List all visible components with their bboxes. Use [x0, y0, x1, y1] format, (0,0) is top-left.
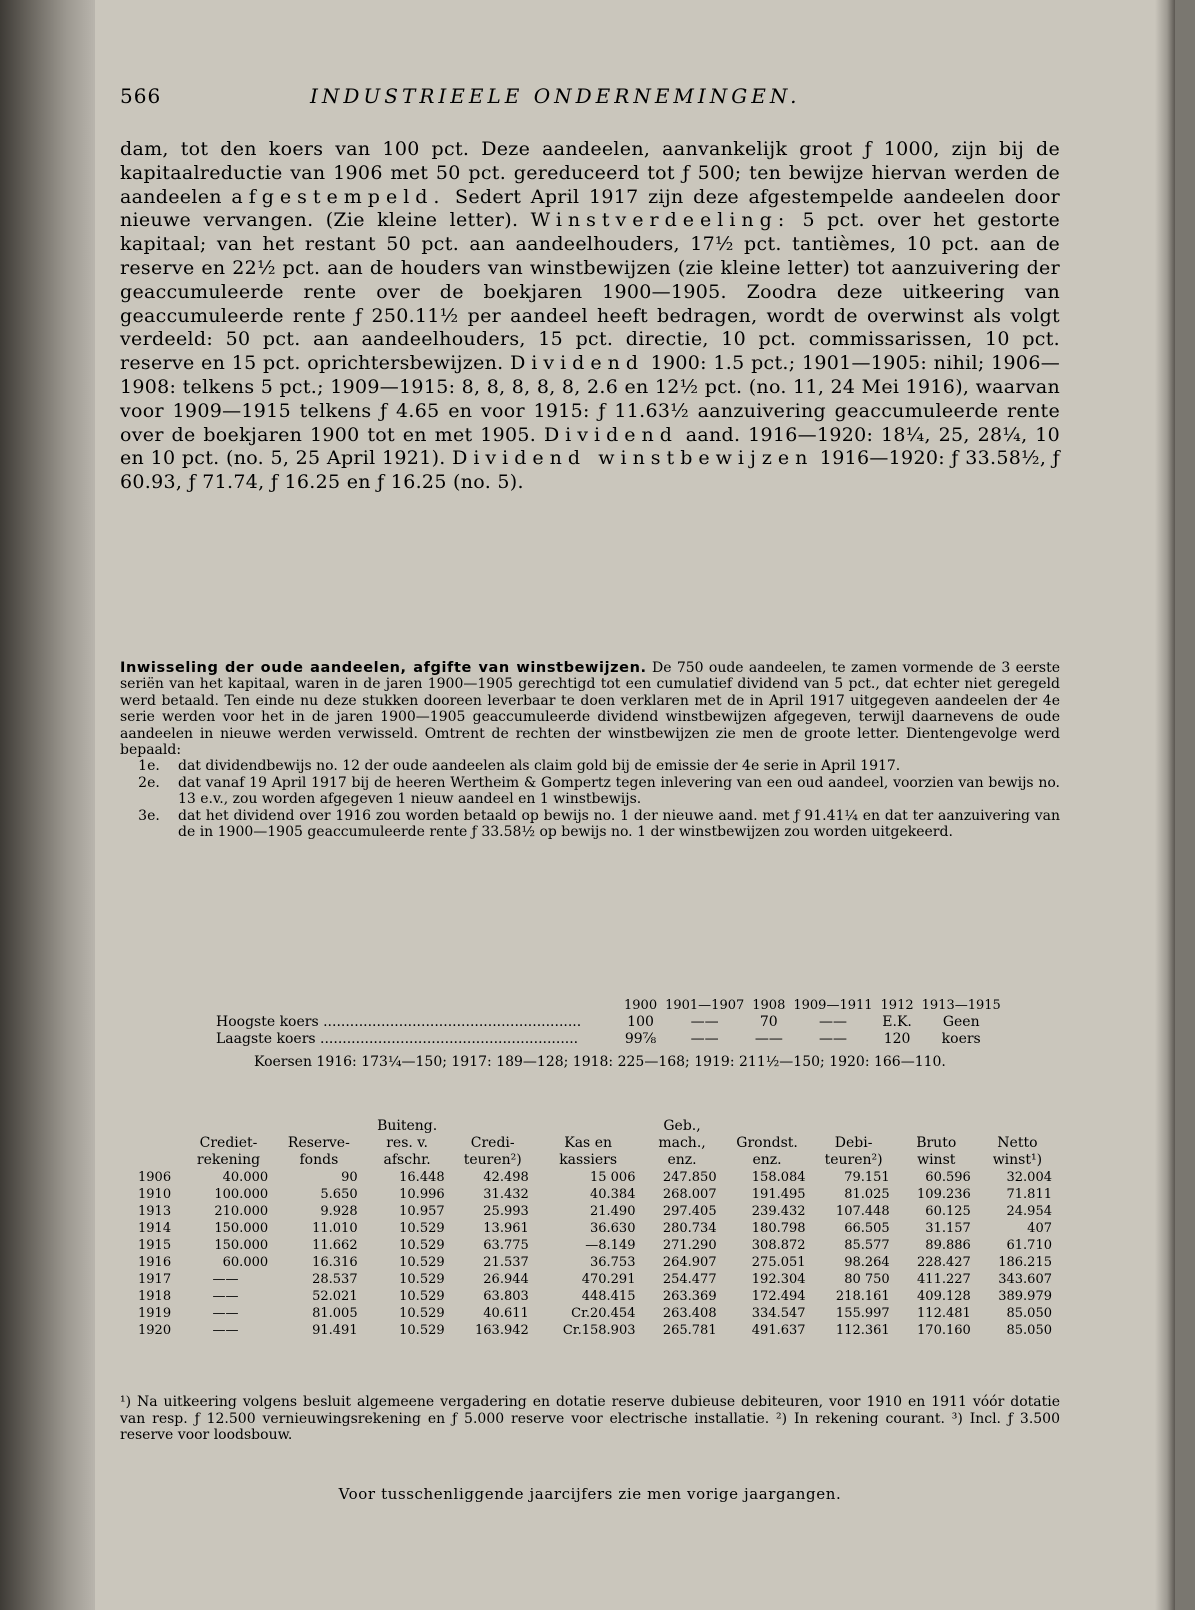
- financial-cell: 112.361: [835, 1323, 890, 1338]
- financial-cell: 343.607: [998, 1272, 1052, 1287]
- financial-year: 1917: [138, 1272, 172, 1287]
- financial-cell: 247.850: [662, 1170, 717, 1185]
- financial-column-header: Bruto winst: [916, 1135, 957, 1168]
- price-cell: 120: [883, 1031, 911, 1047]
- price-cell: 100: [627, 1014, 654, 1030]
- financial-cell: ——: [212, 1272, 239, 1287]
- financial-cell: Cr.158.903: [562, 1323, 636, 1338]
- financial-cell: 186.215: [998, 1255, 1052, 1270]
- financial-cell: 71.811: [1006, 1187, 1052, 1202]
- enum-item: [120, 775, 1060, 808]
- financial-cell: ——: [212, 1323, 239, 1338]
- financial-cell: 36.630: [589, 1221, 636, 1236]
- financial-cell: 61.710: [1006, 1238, 1052, 1253]
- financial-cell: 308.872: [751, 1238, 806, 1253]
- financial-cell: 180.798: [751, 1221, 806, 1236]
- price-column-header: 1913—1915: [921, 998, 1001, 1013]
- financial-cell: 10.529: [399, 1289, 445, 1304]
- financial-year: 1919: [138, 1306, 172, 1321]
- financial-table-section: [120, 1118, 1060, 1339]
- financial-cell: 91.491: [312, 1323, 358, 1338]
- price-cell: 70: [759, 1014, 778, 1030]
- financial-cell: 81.025: [844, 1187, 890, 1202]
- price-note: Koersen 1916: 173¼—150; 1917: 189—128; 1918: 225—168; 1919: 211½—150; 1920: 166—110.: [254, 1054, 946, 1070]
- paragraph-run: 1916—1920: ƒ 33.58½, ƒ 60.93, ƒ 71.74, ƒ 16.25 en ƒ 16.25 (no. 5).: [120, 447, 1060, 494]
- financial-cell: 10.529: [399, 1323, 445, 1338]
- financial-cell: 172.494: [751, 1289, 806, 1304]
- financial-table: [138, 1118, 1058, 1339]
- financial-cell: 28.537: [312, 1272, 358, 1287]
- financial-cell: 85.050: [1006, 1323, 1052, 1338]
- financial-cell: 100.000: [214, 1187, 269, 1202]
- financial-cell: 98.264: [844, 1255, 890, 1270]
- price-cell: ——: [818, 1014, 847, 1030]
- financial-cell: 264.907: [662, 1255, 717, 1270]
- financial-cell: 60.000: [222, 1255, 269, 1270]
- price-cell: E.K.: [882, 1014, 912, 1030]
- financial-cell: 155.997: [835, 1306, 890, 1321]
- financial-cell: 10.996: [399, 1187, 445, 1202]
- financial-cell: —8.149: [585, 1238, 636, 1253]
- main-paragraph-text: [120, 138, 1060, 495]
- financial-cell: 228.427: [917, 1255, 971, 1270]
- financial-cell: 210.000: [214, 1204, 269, 1219]
- price-cell: ——: [818, 1031, 847, 1047]
- page-edge: [1155, 0, 1175, 1610]
- financial-row: [138, 1203, 1058, 1220]
- financial-cell: 63.803: [483, 1289, 529, 1304]
- financial-cell: 11.010: [312, 1221, 358, 1236]
- financial-year: 1914: [138, 1221, 172, 1236]
- book-spine: [0, 0, 95, 1610]
- financial-cell: 25.993: [483, 1204, 529, 1219]
- financial-column-header: Debi- teuren²): [824, 1135, 883, 1168]
- financial-cell: 10.957: [399, 1204, 445, 1219]
- price-table-section: [120, 997, 1060, 1071]
- financial-cell: 31.157: [925, 1221, 971, 1236]
- financial-cell: 409.128: [917, 1289, 971, 1304]
- financial-cell: 80 750: [844, 1272, 890, 1287]
- financial-cell: 15 006: [589, 1170, 636, 1185]
- financial-cell: 158.084: [751, 1170, 806, 1185]
- price-cell: koers: [941, 1031, 981, 1047]
- price-cell: ——: [754, 1031, 783, 1047]
- financial-cell: 66.505: [844, 1221, 890, 1236]
- financial-cell: 81.005: [312, 1306, 358, 1321]
- enumerated-list: [120, 758, 1060, 840]
- footnotes: [120, 1394, 1060, 1444]
- price-column-header: 1912: [880, 998, 914, 1013]
- financial-column-header: Geb., mach., enz.: [658, 1118, 706, 1168]
- financial-column-header: Buiteng. res. v. afschr.: [377, 1118, 438, 1168]
- financial-cell: 254.477: [662, 1272, 717, 1287]
- page-header: [120, 84, 1060, 114]
- financial-column-header: Netto winst¹): [992, 1135, 1043, 1168]
- financial-row: [138, 1169, 1058, 1186]
- financial-cell: 191.495: [751, 1187, 806, 1202]
- closing-note: Voor tusschenliggende jaarcijfers zie men vorige jaargangen.: [338, 1485, 842, 1503]
- financial-cell: 150.000: [214, 1238, 269, 1253]
- spaced-keyword: Dividend: [510, 352, 644, 375]
- spaced-keyword: Dividend winstbewijzen: [452, 447, 814, 470]
- financial-cell: 407: [1027, 1221, 1052, 1236]
- paragraph-run: Sedert April 1917 zijn deze afgestempelde aandeelen door nieuwe vervangen. (Zie kleine letter).: [120, 185, 1060, 232]
- page-number: 566: [120, 84, 162, 108]
- price-cell: ——: [690, 1031, 719, 1047]
- financial-cell: 10.529: [399, 1238, 445, 1253]
- running-title: INDUSTRIEELE ONDERNEMINGEN.: [310, 84, 801, 108]
- financial-column-header: Kas en kassiers: [559, 1135, 618, 1168]
- financial-year: 1913: [138, 1204, 172, 1219]
- financial-cell: 218.161: [835, 1289, 890, 1304]
- financial-column-header: Reserve- fonds: [287, 1135, 350, 1168]
- section-heading: Inwisseling der oude aandeelen, afgifte van winstbewijzen.: [120, 660, 647, 676]
- financial-cell: 448.415: [581, 1289, 636, 1304]
- financial-cell: 89.886: [925, 1238, 971, 1253]
- price-row-label: Laagste koers ..........................................................: [216, 1031, 579, 1047]
- enum-text: dat het dividend over 1916 zou worden betaald op bewijs no. 1 der nieuwe aand. met ƒ 91.41¼ en dat ter aanzuivering van de in 1900—1905 geaccumuleerde rente ƒ 33.58½ op bewijs no. 1 der winstbewijzen zou worden uitgekeerd.: [178, 807, 1060, 841]
- financial-cell: 42.498: [483, 1170, 529, 1185]
- small-print-section: [120, 660, 1060, 840]
- price-column-header: 1909—1911: [793, 998, 873, 1013]
- enum-item: [120, 758, 1060, 774]
- enum-text: dat vanaf 19 April 1917 bij de heeren Wertheim & Gompertz tegen inlevering van een oud aandeel, voorzien van bewijs no. 13 e.v., zou worden afgegeven 1 nieuw aandeel en 1 winstbewijs.: [178, 774, 1060, 808]
- main-paragraph: [120, 138, 1060, 495]
- financial-row: [138, 1288, 1058, 1305]
- financial-cell: 10.529: [399, 1255, 445, 1270]
- financial-column-header: Grondst. enz.: [736, 1135, 798, 1168]
- financial-cell: ——: [212, 1289, 239, 1304]
- financial-cell: ——: [212, 1306, 239, 1321]
- price-row-label: Hoogste koers ..........................................................: [216, 1014, 582, 1030]
- financial-row: [138, 1305, 1058, 1322]
- financial-cell: 21.537: [483, 1255, 529, 1270]
- financial-column-header: Crediet- rekening: [196, 1135, 261, 1168]
- price-table: [120, 997, 1005, 1048]
- section-intro: De 750 oude aandeelen, te zamen vormende de 3 eerste seriën van het kapitaal, waren in de jaren 1900—1905 gerechtigd tot een cumulatief dividend van 5 pct., dat echter niet geregeld werd betaald. Ten einde nu deze stukken dooreen leverbaar te doen verklaren met de in April 1917 uitgegeven aandeelen der 4e serie werden voor het in de jaren 1900—1905 geaccumuleerde dividend winstbewijzen afgegeven, terwijl daarnevens de oude aandeelen in nieuwe werden verwisseld. Omtrent de rechten der winstbewijzen zie men de groote letter. Dientengevolge werd bepaald:: [120, 660, 1060, 759]
- financial-row: [138, 1237, 1058, 1254]
- financial-cell: 52.021: [312, 1289, 358, 1304]
- enum-number: 3e.: [138, 807, 160, 824]
- financial-year: 1906: [138, 1170, 172, 1185]
- financial-row: [138, 1186, 1058, 1203]
- financial-cell: 32.004: [1006, 1170, 1052, 1185]
- financial-column-header: [138, 1118, 183, 1169]
- enum-number: 1e.: [138, 758, 160, 775]
- financial-cell: 389.979: [998, 1289, 1052, 1304]
- financial-cell: 112.481: [917, 1306, 971, 1321]
- financial-cell: 79.151: [844, 1170, 890, 1185]
- price-column-header: 1901—1907: [665, 998, 745, 1013]
- financial-cell: 170.160: [917, 1323, 971, 1338]
- financial-cell: 16.448: [399, 1170, 445, 1185]
- spaced-keyword: Winstverdeeling:: [530, 209, 791, 232]
- financial-cell: 40.384: [589, 1187, 636, 1202]
- financial-cell: 90: [341, 1170, 358, 1185]
- financial-row: [138, 1220, 1058, 1237]
- financial-cell: 491.637: [751, 1323, 806, 1338]
- financial-cell: 26.944: [483, 1272, 529, 1287]
- spaced-keyword: afgestempeld.: [231, 185, 446, 208]
- price-column-header: 1900: [624, 998, 658, 1013]
- financial-cell: 239.432: [751, 1204, 806, 1219]
- financial-year: 1920: [138, 1323, 172, 1338]
- paragraph-run: aand. 1916—1920: 18¼, 25, 28¼, 10 en 10 pct. (no. 5, 25 April 1921).: [120, 423, 1060, 470]
- financial-row: [138, 1254, 1058, 1271]
- financial-cell: 280.734: [662, 1221, 717, 1236]
- financial-cell: 411.227: [917, 1272, 971, 1287]
- financial-cell: 5.650: [320, 1187, 358, 1202]
- financial-year: 1918: [138, 1289, 172, 1304]
- enum-item: [120, 808, 1060, 841]
- financial-cell: 60.125: [925, 1204, 971, 1219]
- financial-cell: 40.000: [222, 1170, 269, 1185]
- financial-cell: 85.577: [844, 1238, 890, 1253]
- financial-row: [138, 1271, 1058, 1288]
- financial-cell: 263.369: [662, 1289, 717, 1304]
- financial-year: 1916: [138, 1255, 172, 1270]
- financial-cell: 10.529: [399, 1221, 445, 1236]
- financial-cell: 275.051: [751, 1255, 806, 1270]
- price-column-header: 1908: [752, 998, 786, 1013]
- financial-cell: 21.490: [589, 1204, 636, 1219]
- price-cell: 99⅞: [624, 1031, 657, 1047]
- financial-cell: 263.408: [662, 1306, 717, 1321]
- financial-cell: 10.529: [399, 1306, 445, 1321]
- financial-cell: 9.928: [320, 1204, 358, 1219]
- financial-cell: 24.954: [1006, 1204, 1052, 1219]
- price-row: [120, 1014, 1005, 1031]
- financial-year: 1915: [138, 1238, 172, 1253]
- financial-cell: 163.942: [475, 1323, 529, 1338]
- financial-cell: 334.547: [751, 1306, 806, 1321]
- financial-column-header: Credi- teuren²): [463, 1135, 522, 1168]
- financial-year: 1910: [138, 1187, 172, 1202]
- footnote-text: ¹) Na uitkeering volgens besluit algemeene vergadering en dotatie reserve dubieuse debiteuren, voor 1910 en 1911 vóór dotatie van resp. ƒ 12.500 vernieuwingsrekening en ƒ 5.000 reserve voor electrische installatie. ²) In rekening courant. ³) Incl. ƒ 3.500 reserve voor loodsbouw.: [120, 1394, 1060, 1443]
- financial-cell: 40.611: [483, 1306, 529, 1321]
- financial-cell: 11.662: [312, 1238, 358, 1253]
- price-cell: Geen: [942, 1014, 980, 1030]
- financial-cell: 268.007: [662, 1187, 717, 1202]
- financial-cell: 13.961: [483, 1221, 529, 1236]
- financial-table-header: [138, 1118, 1058, 1169]
- financial-cell: 109.236: [917, 1187, 971, 1202]
- financial-cell: 10.529: [399, 1272, 445, 1287]
- price-table-header: [120, 997, 1005, 1014]
- enum-text: dat dividendbewijs no. 12 der oude aandeelen als claim gold bij de emissie der 4e serie in April 1917.: [178, 758, 901, 775]
- financial-cell: 271.290: [662, 1238, 717, 1253]
- financial-row: [138, 1322, 1058, 1339]
- financial-cell: 265.781: [662, 1323, 717, 1338]
- financial-cell: 60.596: [925, 1170, 971, 1185]
- paragraph-run: 1900: 1.5 pct.; 1901—1905: nihil; 1906—1908: telkens 5 pct.; 1909—1915: 8, 8, 8, 8, 8, 2.6 en 12½ pct. (no. 11, 24 Mei 1916), waarvan voor 1909—1915 telkens ƒ 4.65 en voor 1915: ƒ 11.63½ aanzuivering geaccumuleerde rente over de boekjaren 1900 tot en met 1905.: [120, 352, 1061, 446]
- price-cell: ——: [690, 1014, 719, 1030]
- spaced-keyword: Dividend: [543, 423, 678, 446]
- financial-cell: 85.050: [1006, 1306, 1052, 1321]
- financial-cell: 107.448: [835, 1204, 890, 1219]
- price-row: [120, 1031, 1005, 1048]
- financial-cell: 297.405: [662, 1204, 717, 1219]
- financial-cell: 36.753: [589, 1255, 636, 1270]
- financial-cell: 192.304: [751, 1272, 806, 1287]
- financial-cell: Cr.20.454: [571, 1306, 636, 1321]
- financial-cell: 16.316: [312, 1255, 358, 1270]
- financial-cell: 31.432: [483, 1187, 529, 1202]
- paragraph-run: dam, tot den koers van 100 pct. Deze aandeelen, aanvankelijk groot ƒ 1000, zijn bij de kapitaalreductie van 1906 met 50 pct. gereduceerd tot ƒ 500; ten bewijze hiervan werden de aandeelen: [120, 138, 1060, 208]
- paragraph-run: 5 pct. over het gestorte kapitaal; van het restant 50 pct. aan aandeelhouders, 17½ pct. tantièmes, 10 pct. aan de reserve en 22½ pct. aan de houders van winstbewijzen (zie kleine letter) tot aanzuivering der geaccumuleerde rente over de boekjaren 1900—1905. Zoodra deze uitkeering van geaccumuleerde rente ƒ 250.11½ per aandeel heeft bedragen, wordt de overwinst als volgt verdeeld: 50 pct. aan aandeelhouders, 15 pct. directie, 10 pct. commissarissen, 10 pct. reserve en 15 pct. oprichtersbewijzen.: [120, 209, 1060, 375]
- enum-number: 2e.: [138, 774, 160, 791]
- financial-cell: 63.775: [483, 1238, 529, 1253]
- financial-cell: 150.000: [214, 1221, 269, 1236]
- financial-cell: 470.291: [581, 1272, 636, 1287]
